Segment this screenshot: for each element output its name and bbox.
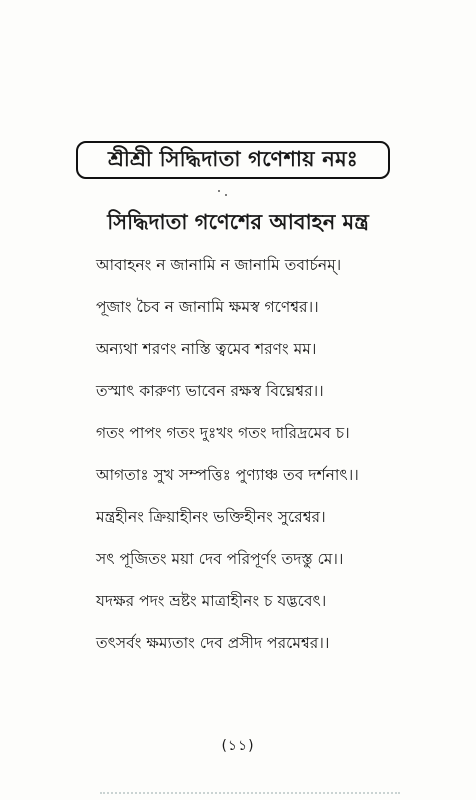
page-number: (১১): [221, 738, 255, 754]
verse-line: মন্ত্রহীনং ক্রিয়াহীনং ভক্তিহীনং সুরেশ্বর।: [96, 508, 326, 526]
mantra-heading: সিদ্ধিদাতা গণেশের আবাহন মন্ত্র: [107, 210, 369, 234]
verse-line: তৎসর্বং ক্ষম্যতাং দেব প্রসীদ পরমেশ্বর।।: [96, 634, 330, 652]
verse-line: যদক্ষর পদং ভ্রষ্টং মাত্রাহীনং চ যদ্ভবেৎ।: [96, 592, 327, 610]
page-title: শ্রীশ্রী সিদ্ধিদাতা গণেশায় নমঃ: [107, 146, 359, 171]
verse-line: পূজাং চৈব ন জানামি ক্ষমস্ব গণেশ্বর।।: [96, 298, 319, 316]
verse-line: অন্যথা শরণং নাস্তি ত্বমেব শরণং মম।: [96, 340, 317, 358]
show-through-marks: [100, 792, 400, 798]
verse-list: [96, 255, 466, 675]
verse-line: গতং পাপং গতং দুঃখং গতং দারিদ্রমেব চ।: [96, 424, 350, 442]
title-box: [76, 141, 390, 179]
verse-line: সৎ পূজিতং ময়া দেব পরিপূর্ণং তদস্তু মে।।: [96, 550, 344, 568]
verse-line: আগতাঃ সুখ সম্পত্তিঃ পুণ্যাঞ্চ তব দর্শনাৎ।।: [96, 466, 359, 484]
print-speck: [225, 194, 227, 196]
verse-line: আবাহনং ন জানামি ন জানামি তবার্চনম্।: [96, 256, 342, 274]
print-speck: [218, 190, 220, 192]
verse-line: তস্মাৎ কারুণ্য ভাবেন রক্ষস্ব বিঘ্নেশ্বর।।: [96, 382, 324, 400]
